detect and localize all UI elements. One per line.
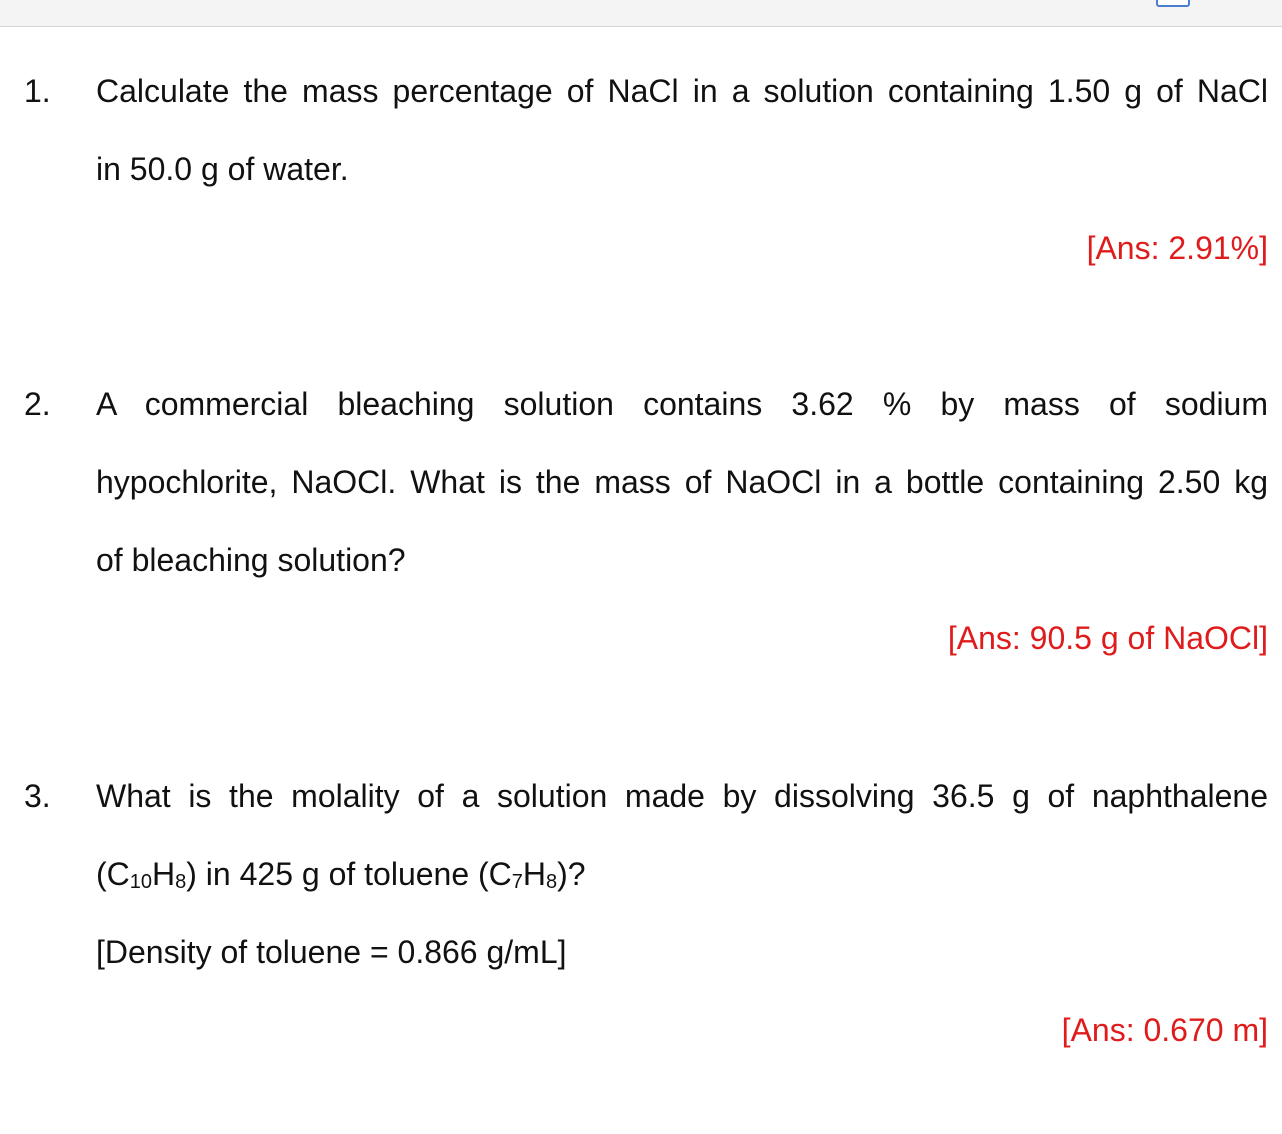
question-number: 1. xyxy=(24,73,51,109)
question-number: 3. xyxy=(24,778,51,814)
formula-text: H xyxy=(522,856,547,892)
subscript: 10 xyxy=(129,871,153,893)
formula-text: (C xyxy=(96,856,130,892)
top-toolbar-strip xyxy=(0,0,1282,27)
question-text-line: Calculate the mass percentage of NaCl in a solution containing 1.50 g of NaCl xyxy=(96,73,1268,109)
question-text-line: in 50.0 g of water. xyxy=(96,151,349,187)
answer-label: [Ans: 90.5 g of NaOCl] xyxy=(947,620,1268,656)
formula-text: ) in 425 g of toluene (C xyxy=(186,856,512,892)
subscript: 8 xyxy=(546,871,558,893)
density-note: [Density of toluene = 0.866 g/mL] xyxy=(96,934,567,970)
subscript: 8 xyxy=(175,871,187,893)
question-text-line: of bleaching solution? xyxy=(96,542,406,578)
answer-label: [Ans: 0.670 m] xyxy=(1061,1012,1268,1048)
answer-label: [Ans: 2.91%] xyxy=(1086,230,1268,266)
question-text-line: A commercial bleaching solution contains 3.62 % by mass of sodium xyxy=(96,386,1268,422)
formula-text: )? xyxy=(557,856,586,892)
formula-text: H xyxy=(152,856,176,892)
subscript: 7 xyxy=(511,871,523,893)
question-text-line: What is the molality of a solution made by dissolving 36.5 g of naphthalene xyxy=(96,778,1268,814)
question-number: 2. xyxy=(24,386,51,422)
question-text-line: hypochlorite, NaOCl. What is the mass of NaOCl in a bottle containing 2.50 kg xyxy=(96,464,1268,500)
formula-line xyxy=(96,855,586,901)
toolbar-button-edge[interactable] xyxy=(1156,0,1190,7)
